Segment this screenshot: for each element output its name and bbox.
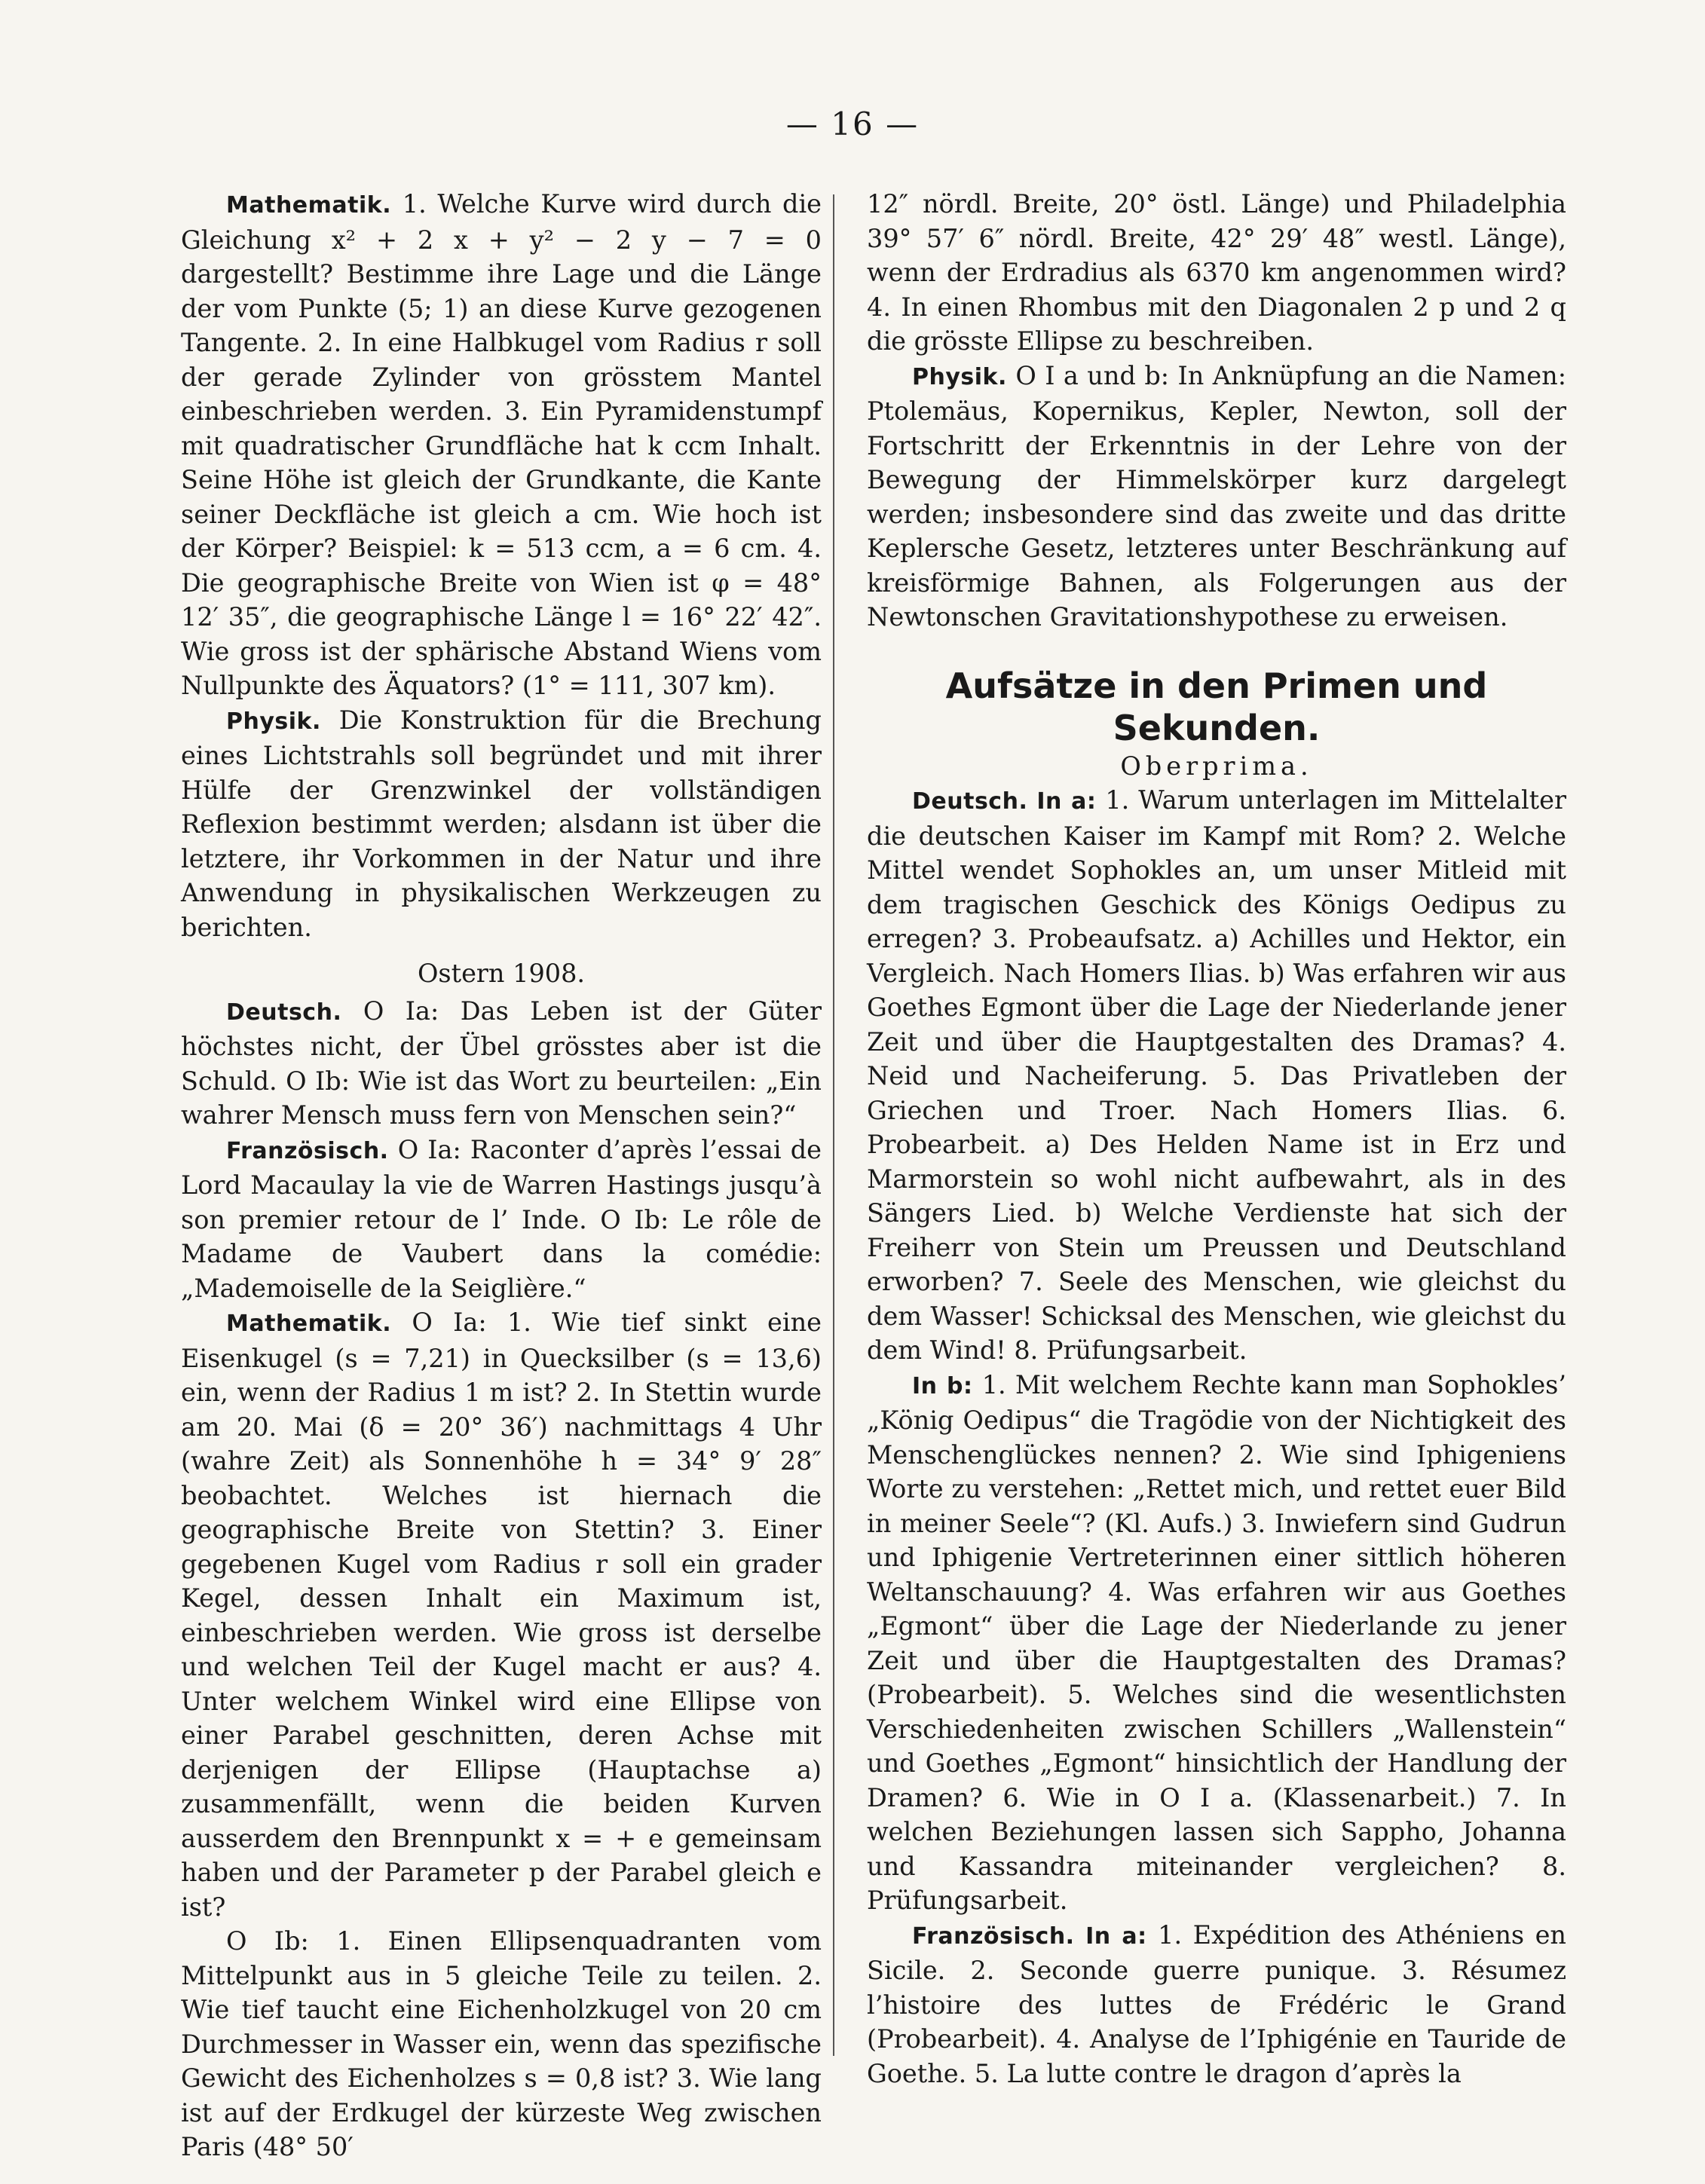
paragraph-text: 1. Mit welchem Rechte kann man Sophokles’ „König Oedipus“ die Tragödie von der Nichtigkeit des Menschenglückes nennen? 2. Wie sind Iphigeniens Worte zu verstehen: „Rettet mich, und rettet euer Bild in meiner Seele“? (Kl. Aufs.) 3. Inwiefern sind Gudrun und Iphigenie Vertreterinnen einer sittlich höheren Weltanschauung? 4. Was erfahren wir aus Goethes „Egmont“ über die Lage der Niederlande zu jener Zeit und über die Hauptgestalten des Dramas? (Probearbeit). 5. Welches sind die wesentlichsten Verschiedenheiten zwischen Schillers „Wallenstein“ und Goethes „Egmont“ hinsichtlich der Handlung der Dramen? 6. Wie in O I a. (Klassenarbeit.) 7. In welchen Beziehungen lassen sich Sappho, Johanna und Kassandra miteinander vergleichen? 8. Prüfungsarbeit. <box>867 1369 1567 1915</box>
paragraph-deutsch <box>181 994 822 1133</box>
paragraph-franzoesisch <box>181 1133 822 1306</box>
section-heading-aufsaetze: Aufsätze in den Primen und Sekunden. <box>945 665 1488 748</box>
subject-label: Mathematik. <box>226 192 392 219</box>
class-label: In a: <box>1036 788 1097 815</box>
paragraph-text: 1. Welche Kurve wird durch die Gleichung x² + 2 x + y² − 2 y − 7 = 0 dargestellt? Bestimme ihre Lage und die Länge der vom Punkte (5; 1) an diese Kurve gezogenen Tangente. 2. In eine Halbkugel vom Radius r soll der gerade Zylinder von grösstem Mantel einbeschrieben werden. 3. Ein Pyramidenstumpf mit quadratischer Grundfläche hat k ccm Inhalt. Seine Höhe ist gleich der Grundkante, die Kante seiner Deckfläche ist gleich a cm. Wie hoch ist der Körper? Beispiel: k = 513 ccm, a = 6 cm. 4. Die geographische Breite von Wien ist φ = 48° 12′ 35″, die geographische Länge l = 16° 22′ 42″. Wie gross ist der sphärische Abstand Wiens vom Nullpunkte des Äquators? (1° = 111, 307 km). <box>181 189 822 700</box>
subject-label: Mathematik. <box>226 1311 392 1337</box>
paragraph-text: O I a und b: In Anknüpfung an die Namen: Ptolemäus, Kopernikus, Kepler, Newton, soll der Fortschritt der Erkenntnis in der Lehre von der Bewegung der Himmelskörper kurz dargelegt werden; insbesondere sind das zweite und das dritte Keplersche Gesetz, letzteres unter Beschränkung auf kreisförmige Bahnen, als Folgerungen aus der Newtonschen Gravitationshypothese zu erweisen. <box>867 360 1566 632</box>
column-divider <box>833 194 834 2056</box>
paragraph-text: 1. Expédition des Athéniens en Sicile. 2. Seconde guerre punique. 3. Résumez l’histoire des luttes de Frédéric le Grand (Probearbeit). 4. Analyse de l’Iphigénie en Tauride de Goethe. 5. La lutte contre le dragon d’après la <box>867 1919 1566 2088</box>
subject-label: Französisch. <box>912 1922 1075 1950</box>
left-column <box>181 187 822 2164</box>
paragraph-deutsch-inb <box>867 1368 1566 1918</box>
paragraph-physik-1 <box>181 703 822 945</box>
subject-label: Französisch. <box>226 1137 389 1164</box>
section-subheading-oberprima: Oberprima. <box>1120 751 1313 781</box>
class-label: In a: <box>1085 1922 1147 1950</box>
subject-label: Physik. <box>912 363 1007 390</box>
paragraph-mathematik-oib <box>181 1924 822 2164</box>
class-label: In b: <box>912 1372 973 1399</box>
paragraph-text: Die Konstruktion für die Brechung eines Lichtstrahls soll begründet und mit ihrer Hülfe der Grenzwinkel der vollständigen Reflexion bestimmt werden; alsdann ist über die letztere, ihr Vorkommen in der Natur und ihre Anwendung in physikalischen Werkzeugen zu berichten. <box>181 705 822 942</box>
subject-label: Physik. <box>226 708 321 735</box>
paragraph-franzoesisch-ina <box>867 1918 1566 2091</box>
paragraph-physik-2 <box>867 359 1566 635</box>
right-column <box>867 187 1566 2091</box>
paragraph-text: O Ia: Raconter d’après l’essai de Lord Macaulay la vie de Warren Hastings jusqu’à son premier retour de l’ Inde. O Ib: Le rôle de Madame de Vaubert dans la comédie: „Mademoiselle de la Seiglière.“ <box>181 1134 822 1303</box>
paragraph-continuation <box>867 187 1566 359</box>
paragraph-mathematik-2 <box>181 1305 822 1924</box>
paragraph-text: O Ib: 1. Einen Ellipsenquadranten vom Mittelpunkt aus in 5 gleiche Teile zu teilen. 2. Wie tief taucht eine Eichenholzkugel von 20 cm Durchmesser in Wasser ein, wenn das spezifische Gewicht des Eichenholzes s = 0,8 ist? 3. Wie lang ist auf der Erdkugel der kürzeste Weg zwischen Paris (48° 50′ <box>181 1926 822 2161</box>
paragraph-deutsch-ina <box>867 783 1566 1368</box>
paragraph-text: O Ia: Das Leben ist der Güter höchstes nicht, der Übel grösstes aber ist die Schuld. O Ib: Wie ist das Wort zu beurteilen: „Ein wahrer Mensch muss fern von Menschen sein?“ <box>181 996 822 1130</box>
paragraph-mathematik-1 <box>181 187 822 703</box>
subject-label: Deutsch. <box>912 788 1028 815</box>
paragraph-text: 12″ nördl. Breite, 20° östl. Länge) und Philadelphia 39° 57′ 6″ nördl. Breite, 42° 29′ 48″ westl. Länge), wenn der Erdradius als 6370 km angenommen wird? 4. In einen Rhombus mit den Diagonalen 2 p und 2 q die grösste Ellipse zu beschreiben. <box>867 189 1566 356</box>
subject-label: Deutsch. <box>226 999 342 1026</box>
paragraph-text: O Ia: 1. Wie tief sinkt eine Eisenkugel (s = 7,21) in Quecksilber (s = 13,6) ein, wenn der Radius 1 m ist? 2. In Stettin wurde am 20. Mai (δ = 20° 36′) nachmittags 4 Uhr (wahre Zeit) als Sonnenhöhe h = 34° 9′ 28″ beobachtet. Welches ist hiernach die geographische Breite von Stettin? 3. Einer gegebenen Kugel vom Radius r soll ein grader Kegel, dessen Inhalt ein Maximum ist, einbeschrieben werden. Wie gross ist derselbe und welchen Teil der Kugel macht er aus? 4. Unter welchem Winkel wird eine Ellipse von einer Parabel geschnitten, deren Achse mit derjenigen der Ellipse (Hauptachse a) zusammenfällt, wenn die beiden Kurven ausserdem den Brennpunkt x = + e gemeinsam haben und der Parameter p der Parabel gleich e ist? <box>181 1308 822 1922</box>
section-heading-ostern: Ostern 1908. <box>417 959 586 988</box>
paragraph-text: 1. Warum unterlagen im Mittelalter die deutschen Kaiser im Kampf mit Rom? 2. Welche Mittel wendet Sophokles an, um unser Mitleid mit dem tragischen Geschick des Königs Oedipus zu erregen? 3. Probeaufsatz. a) Achilles und Hektor, ein Vergleich. Nach Homers Ilias. b) Was erfahren wir aus Goethes Egmont über die Lage der Niederlande jener Zeit und über die Hauptgestalten des Dramas? 4. Neid und Nacheiferung. 5. Das Privatleben der Griechen und Troer. Nach Homers Ilias. 6. Probearbeit. a) Des Helden Name ist in Erz und Marmorstein so wohl nicht aufbewahrt, als in des Sängers Lied. b) Welche Verdienste hat sich der Freiherr von Stein um Preussen und Deutschland erworben? 7. Seele des Menschen, wie gleichst du dem Wasser! Schicksal des Menschen, wie gleichst du dem Wind! 8. Prüfungsarbeit. <box>867 785 1566 1365</box>
page-number: — 16 — <box>785 106 920 142</box>
